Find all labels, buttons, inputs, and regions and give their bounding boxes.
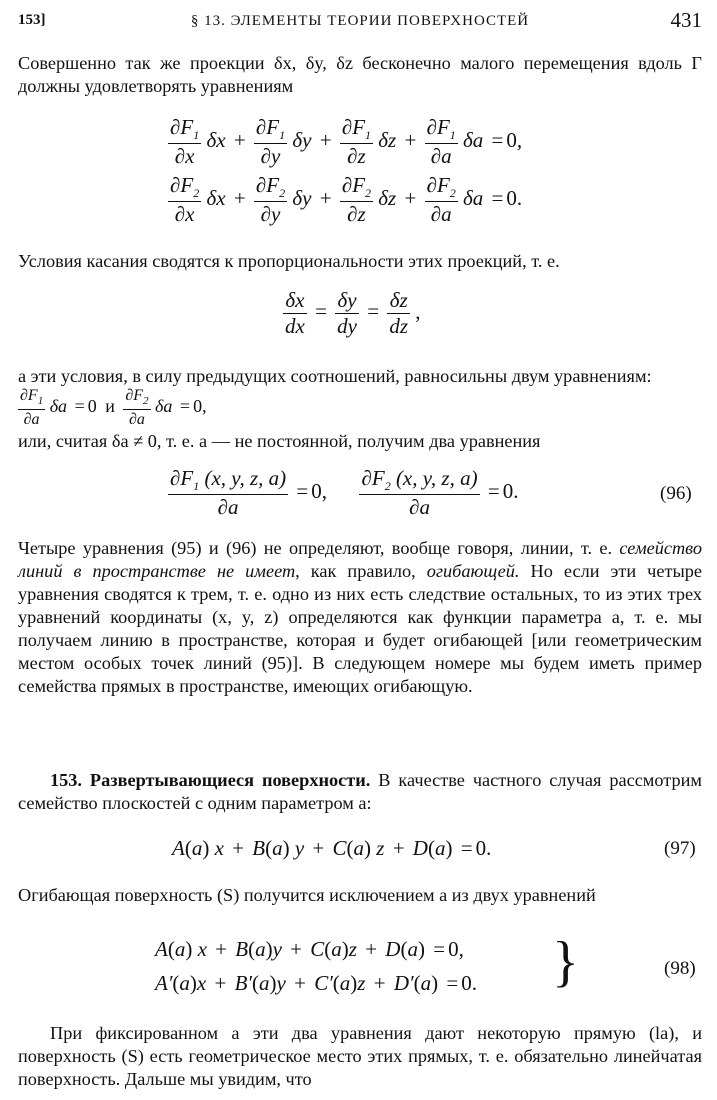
paragraph-projections: Совершенно так же проекции δx, δy, δz бесконечно малого перемещения вдоль Γ должны удовлетворять уравнениям: [18, 53, 702, 96]
equation-96: $\frac{\partial F_1 (x, y, z, a)}{\partial a}$ = 0, $\frac{\partial F_2 (x, y, z, a)}{\partial a}$ = 0.: [170, 466, 519, 520]
paragraph-four-equations-part3: Но если эти четыре уравнения сводятся к трем, т. е. одно из них есть следствие остальных, то из этих трех уравнений координаты (x, y, z) определяются как функции параметра a, т. е. мы получаем линию в пространстве, которая и будет огибающей [или геометрическим местом особых точек линий (95)]. В следующем номере мы будем иметь пример семейства прямых в пространстве, имеющих огибающую.: [18, 561, 702, 696]
equation-98-line1: A(a) x + B(a)y + C(a)z + D(a) = 0,: [155, 937, 464, 961]
section-reference: 153]: [18, 12, 46, 28]
page-number: 431: [670, 8, 702, 32]
paragraph-ruled-surface: При фиксированном a эти два уравнения дают некоторую прямую (la), и поверхность (S) есть геометрическое место этих прямых, т. е. обязательно линейчатая поверхность. Дальше мы увидим, что: [18, 1023, 702, 1089]
paragraph-four-equations-part2: , как правило,: [295, 561, 416, 581]
paragraph-two-equations: или, считая δa ≠ 0, т. е. a — не постоянной, получим два уравнения: [18, 431, 541, 451]
paragraph-four-equations-part1: Четыре уравнения (95) и (96) не определяют, вообще говоря, линии, т. е.: [18, 538, 613, 558]
equation-98-line2: A′(a)x + B′(a)y + C′(a)z + D′(a) = 0.: [155, 971, 477, 995]
equation-98-label: (98): [664, 958, 696, 979]
paragraph-equivalence: а эти условия, в силу предыдущих соотношений, равносильны двум уравнениям:: [18, 366, 652, 386]
right-brace: }: [552, 931, 579, 993]
paragraph-envelope-surface: Огибающая поверхность (S) получится исключением a из двух уравнений: [18, 885, 596, 905]
equation-97-label: (97): [664, 838, 696, 859]
section-153-heading: 153. Развертывающиеся поверхности.: [50, 770, 371, 790]
section-153-paragraph: [18, 769, 702, 815]
italic-family-no-envelope: семейство линий в пространстве не имеет: [18, 538, 703, 581]
running-header: [18, 8, 702, 34]
equation-variation-f2: $\frac{\partial F_2}{\partial x}$ δx + $\frac{\partial F_2}{\partial y}$ δy + $\frac{\partial F_2}{\partial z}$ δz + $\frac{\partial F_2}{\partial a}$ δa = 0.: [170, 173, 523, 227]
equation-97: A(a) x + B(a) y + C(a) z + D(a) = 0.: [172, 836, 492, 860]
section-153-body: В качестве частного случая рассмотрим семейство плоскостей с одним параметром a:: [18, 770, 702, 813]
equation-proportionality: $\frac{\delta x}{dx}$ = $\frac{\delta y}{dy}$ = $\frac{\delta z}{dz}$ ,: [285, 288, 421, 338]
equation-inline-derivatives: $\frac{\partial F_1}{\partial a}$ δa = 0 и $\frac{\partial F_2}{\partial a}$ δa = 0,: [20, 387, 207, 429]
equation-96-label: (96): [660, 483, 692, 504]
paragraph-four-equations: [18, 537, 702, 698]
equation-variation-f1: $\frac{\partial F_1}{\partial x}$ δx + $\frac{\partial F_1}{\partial y}$ δy + $\frac{\partial F_1}{\partial z}$ δz + $\frac{\partial F_1}{\partial a}$ δa = 0,: [170, 115, 523, 169]
italic-envelope: огибающей.: [426, 561, 520, 581]
running-title: § 13. ЭЛЕМЕНТЫ ТЕОРИИ ПОВЕРХНОСТЕЙ: [190, 13, 530, 29]
paragraph-tangency: Условия касания сводятся к пропорциональности этих проекций, т. е.: [18, 251, 560, 271]
